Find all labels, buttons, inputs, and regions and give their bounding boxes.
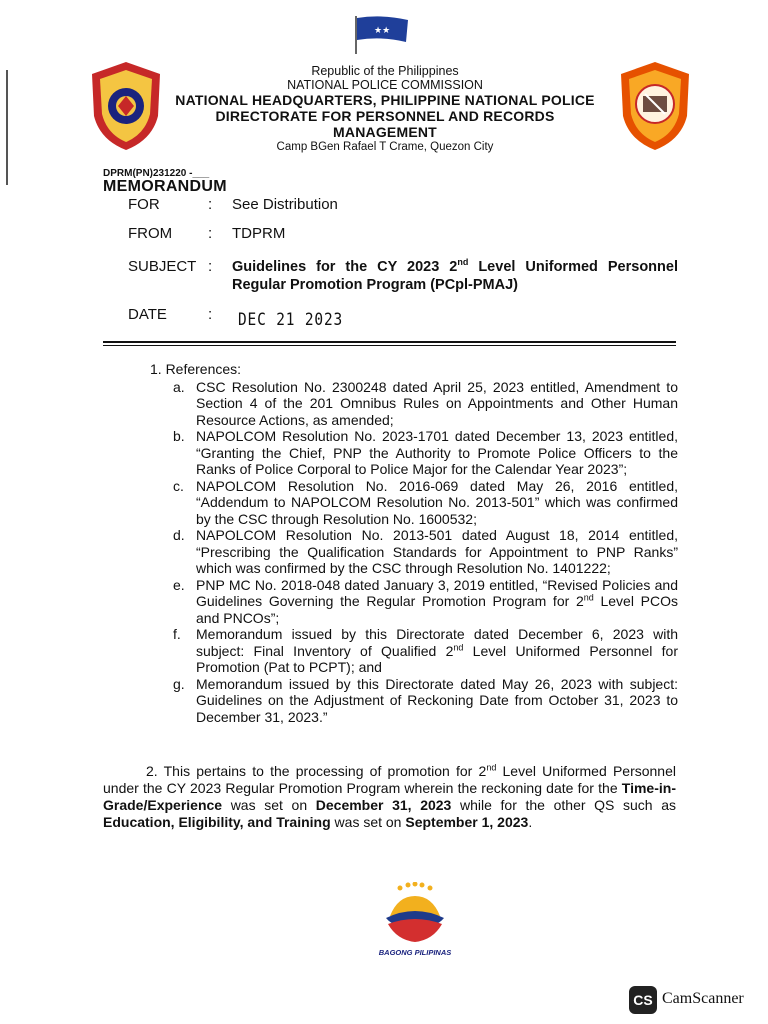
paragraph-bold-text: Time-in-Grade/Experience (103, 780, 676, 813)
for-value: See Distribution (232, 196, 338, 213)
reference-item (173, 626, 678, 676)
paragraph-text: Level Uniformed Personnel under the CY 2023 Regular Promotion Program wherein the reckoning date for the (103, 763, 676, 796)
reference-text: NAPOLCOM Resolution No. 2023-1701 dated December 13, 2023 entitled, “Granting the Chief, PNP the Authority to Promote Police Officers to the Ranks of Police Corporal to Police Major for the Calendar Year 2023”; (196, 428, 678, 477)
letterhead-address: Camp BGen Rafael T Crame, Quezon City (276, 141, 494, 153)
paragraph-bold-text: Education, Eligibility, and Training (103, 814, 331, 830)
svg-text:★★: ★★ (374, 26, 391, 36)
from-value: TDPRM (232, 225, 286, 242)
subject-text: Guidelines for the CY 2023 2 (232, 259, 458, 275)
dprm-seal-icon (617, 60, 693, 152)
paragraph-text: was set on (330, 814, 406, 830)
reference-letter: b. (173, 428, 185, 444)
reference-item (173, 428, 678, 478)
reference-item (173, 676, 678, 726)
subject-text-continued: Level Uniformed Personnel Regular Promotion Program (PCpl-PMAJ) (232, 259, 678, 293)
letterhead-country: Republic of the Philippines (311, 64, 459, 78)
paragraph-text: while for the other QS such as (451, 797, 677, 813)
date-colon: : (208, 306, 213, 323)
reference-text: PNP MC No. 2018-048 dated January 3, 2019 entitled, “Revised Policies and Guidelines Governing the Regular Promotion Program for 2 (196, 576, 678, 609)
reference-text-continued: Level PCOs and PNCOs”; (196, 593, 678, 626)
date-label: DATE (128, 306, 167, 323)
reference-letter: g. (173, 675, 185, 692)
paragraph-2 (103, 763, 676, 831)
reference-superscript: nd (453, 641, 464, 652)
paragraph-bold-text: September 1, 2023 (405, 814, 529, 830)
reference-letter: f. (173, 626, 181, 642)
reference-item (173, 577, 678, 627)
bagong-pilipinas-text: BAGONG PILIPINAS (378, 948, 452, 957)
date-stamp: DEC 21 2023 (238, 310, 344, 330)
camscanner-logo-icon: CS (629, 986, 657, 1014)
subject-value (232, 258, 678, 294)
reference-text: Memorandum issued by this Directorate dated May 26, 2023 with subject: Guidelines on the Adjustment of Reckoning Date from October 31, 2023 to December 31, 2023.” (196, 675, 678, 725)
reference-text-continued: Level Uniformed Personnel for Promotion (Pat to PCPT); and (196, 642, 678, 675)
reference-item (173, 478, 678, 528)
reference-superscript: nd (583, 592, 594, 603)
letterhead-commission: NATIONAL POLICE COMMISSION (287, 78, 483, 92)
bagong-pilipinas-logo-icon (378, 882, 452, 944)
from-label: FROM (128, 225, 173, 242)
reference-item (173, 379, 678, 429)
scan-edge-line (6, 70, 8, 185)
reference-text: NAPOLCOM Resolution No. 2013-501 dated August 18, 2014 entitled, “Prescribing the Qualification Standards for Appointment to PNP Ranks” which was confirmed by the CSC through Resolution No. 1401222; (196, 527, 678, 576)
for-colon: : (208, 196, 213, 213)
paragraph-superscript: nd (486, 762, 497, 773)
references-heading: 1. References: (150, 361, 242, 377)
letterhead-headquarters: NATIONAL HEADQUARTERS, PHILIPPINE NATIONAL POLICE (175, 92, 595, 108)
for-label: FOR (128, 196, 160, 213)
reference-letter: e. (173, 576, 185, 593)
subject-label: SUBJECT (128, 258, 197, 275)
from-colon: : (208, 225, 213, 242)
paragraph-text: . (528, 814, 533, 830)
reference-text: CSC Resolution No. 2300248 dated April 25, 2023 entitled, Amendment to Section 4 of the 201 Omnibus Rules on Appointments and Other Human Resource Actions, as amended; (196, 378, 678, 428)
header-divider-thick (103, 341, 676, 343)
reference-letter: d. (173, 527, 185, 543)
pnp-seal-icon (88, 60, 164, 152)
reference-text: Memorandum issued by this Directorate dated December 6, 2023 with subject: Final Inventory of Qualified 2 (196, 626, 678, 659)
reference-text: NAPOLCOM Resolution No. 2016-069 dated May 26, 2016 entitled, “Addendum to NAPOLCOM Resolution No. 2013-501” which was confirmed by the CSC through Resolution No. 1600532; (196, 477, 678, 527)
reference-item (173, 527, 678, 577)
control-number: DPRM(PN)231220 -___ (103, 168, 210, 179)
subject-superscript: nd (457, 257, 469, 268)
reference-letter: c. (173, 477, 184, 494)
paragraph-bold-text: December 31, 2023 (315, 797, 452, 813)
camscanner-watermark: CamScanner (662, 990, 744, 1007)
paragraph-text: was set on (222, 797, 316, 813)
commission-flag-icon (352, 14, 412, 54)
reference-letter: a. (173, 378, 185, 395)
subject-colon: : (208, 258, 213, 275)
document-type: MEMORANDUM (103, 178, 227, 195)
references-section (150, 361, 678, 725)
header-divider-thin (103, 345, 676, 346)
paragraph-text: 2. This pertains to the processing of promotion for 2 (146, 763, 487, 779)
letterhead (170, 64, 600, 154)
letterhead-directorate: DIRECTORATE FOR PERSONNEL AND RECORDS MANAGEMENT (215, 108, 555, 140)
